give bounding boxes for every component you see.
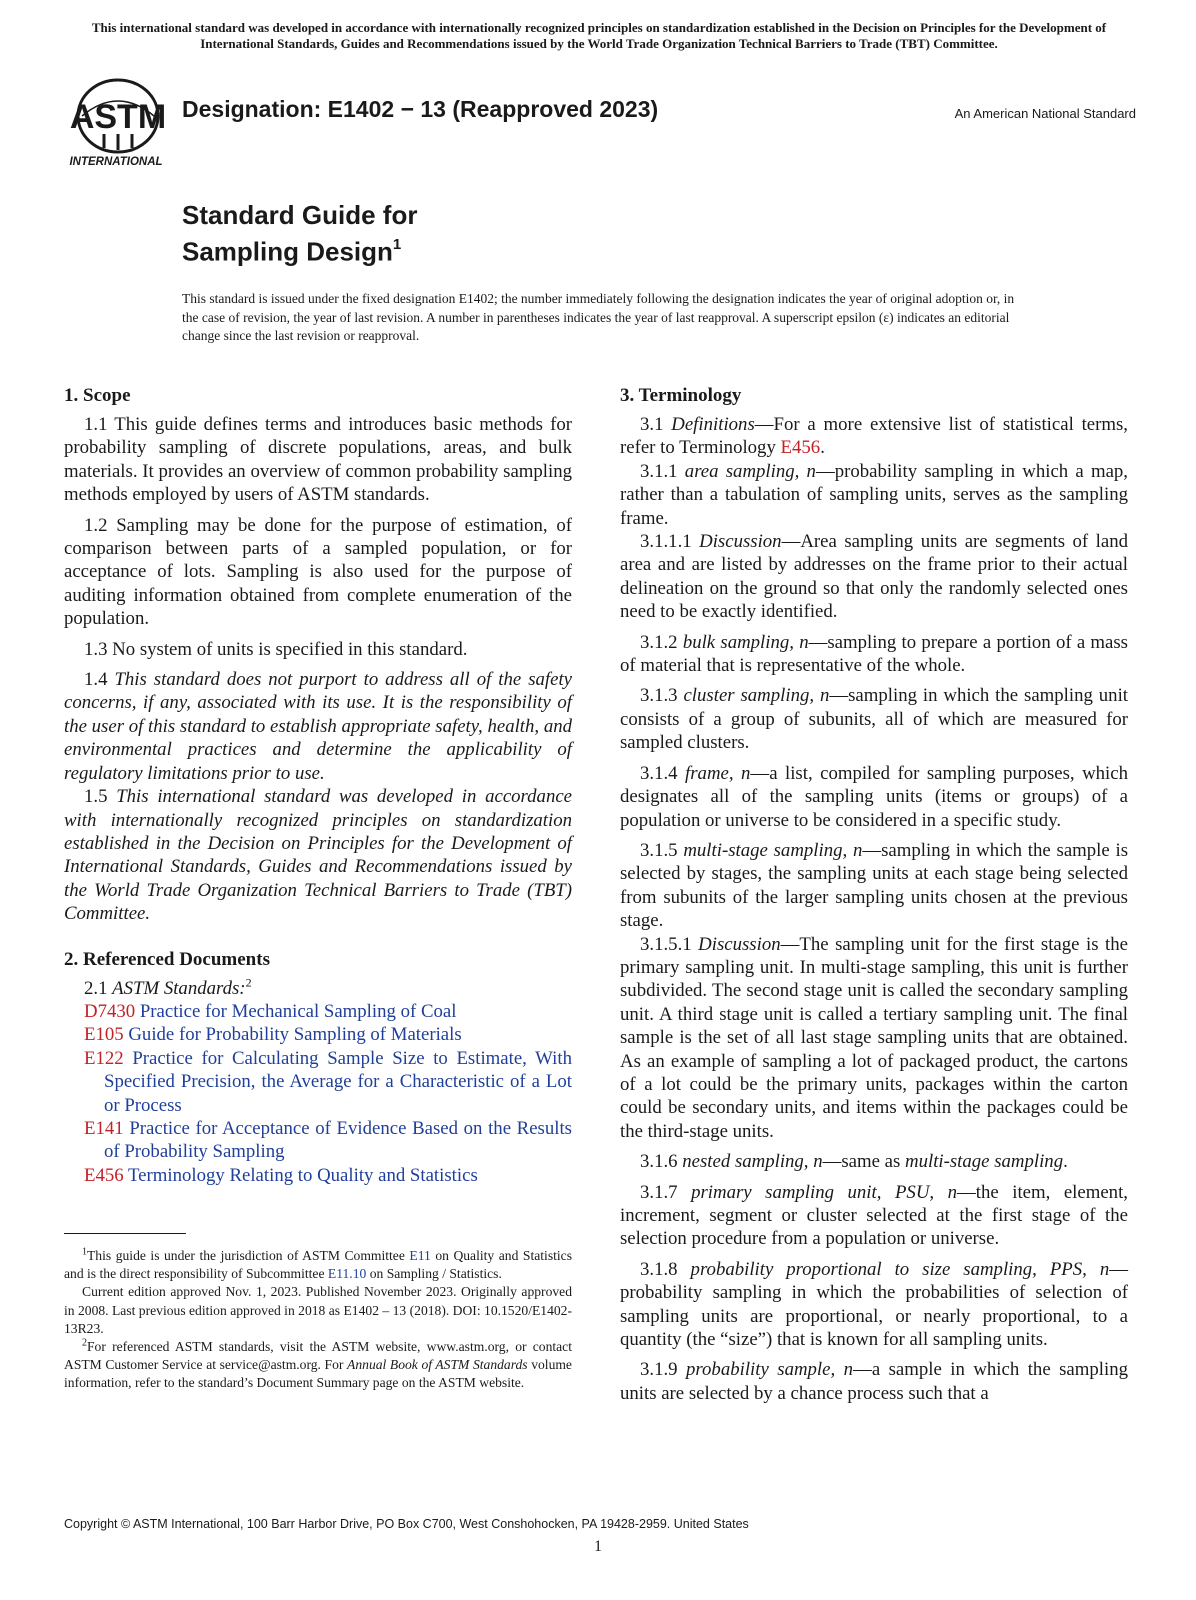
footnote-2 <box>64 1338 572 1393</box>
footnote-2-mark: 2 <box>82 1337 87 1349</box>
footnote-1-text-c: on Sampling / Statistics. <box>366 1266 502 1282</box>
footnote-1-text-b: on Quality and Statistics and is the direct responsibility of Subcommittee <box>64 1248 572 1282</box>
issue-note: This standard is issued under the fixed designation E1402; the number immediately following the designation indicates the year of original adoption or, in the case of revision, the year of last revision. A number in parentheses indicates the year of last reapproval. A superscript epsilon (ε) indicates an editorial change since the last revision or reapproval. <box>182 291 1015 343</box>
definition-text: —a sample in which the sampling units are selected by a chance process such that a <box>620 1359 1128 1404</box>
definition-number: 3.1.2 <box>640 631 683 653</box>
scope-1-5 <box>64 785 572 925</box>
definition-term: Discussion <box>699 531 782 553</box>
reference-item <box>64 1117 572 1164</box>
designation: Designation: E1402 − 13 (Reapproved 2023) <box>182 96 659 122</box>
definition-end: . <box>1063 1151 1068 1173</box>
footnote-1-edition: Current edition approved Nov. 1, 2023. Published November 2023. Originally approved in 2008. Last previous edition approved in 2018 as E1402 – 13 (2018). DOI: 10.1520/E1402-13R23. <box>64 1284 572 1336</box>
reference-item <box>64 1164 572 1187</box>
scope-1-5-text: This international standard was developed in accordance with internationally recognized principles on standardization established in the Decision on Principles for the Development of International Standards, Guides and Recommendations issued by the World Trade Organization Technical Barriers to Trade (TBT) Committee. <box>64 786 573 925</box>
title-footnote-mark: 1 <box>392 236 402 253</box>
definition-text: —the item, element, increment, segment or cluster selected at the first stage of the selection procedure from a population or universe. <box>620 1181 1128 1250</box>
svg-text:INTERNATIONAL: INTERNATIONAL <box>69 156 163 168</box>
scope-1-4 <box>64 668 572 785</box>
reference-code-link[interactable]: D7430 <box>84 1000 136 1022</box>
definition-number: 3.1.3 <box>640 685 684 707</box>
definition-text: —sampling in which the sampling unit consists of a group of subunits, all of which are measured for sampled clusters. <box>620 685 1128 754</box>
definition-number: 3.1.7 <box>640 1181 692 1203</box>
definition-text: —sampling in which the sample is selected by stages, the sampling units at each stage being selected from subunits of the larger sampling units chosen at the previous stage. <box>620 839 1129 932</box>
definition-end: . <box>820 437 825 459</box>
definition-3-1-3 <box>620 684 1128 754</box>
footnote-1-text-a: This guide is under the jurisdiction of ASTM Committee <box>87 1248 410 1263</box>
definition-text: —a list, compiled for sampling purposes, which designates all of the sampling units (items or groups) of a population or universe to be considered in a specific study. <box>620 762 1128 831</box>
definition-3-1-8 <box>620 1258 1128 1352</box>
definition-term: area sampling, n <box>684 460 816 482</box>
definition-term: cluster sampling, n <box>683 685 830 707</box>
right-column <box>620 384 1128 1405</box>
astm-logo <box>66 76 170 168</box>
definition-3-1-2 <box>620 631 1128 678</box>
definition-term: bulk sampling, n <box>682 631 809 653</box>
definition-3-1 <box>620 413 1128 460</box>
reference-item <box>64 1047 572 1117</box>
american-national-standard: An American National Standard <box>954 106 1136 121</box>
footnote-2-text-a: For referenced ASTM standards, visit the ASTM website, www.astm.org, or contact ASTM Customer Service at service@astm.org. For <box>64 1339 572 1373</box>
definition-3-1-5 <box>620 839 1128 933</box>
definition-number: 3.1.6 <box>640 1151 683 1173</box>
title-text: Sampling Design <box>182 236 393 267</box>
definition-3-1-7 <box>620 1181 1128 1251</box>
reference-code-link[interactable]: E122 <box>84 1047 124 1069</box>
reference-title-link[interactable]: Practice for Calculating Sample Size to Estimate, With Specified Precision, the Average for a Characteristic of a Lot or Process <box>104 1047 572 1116</box>
definition-text: —probability sampling in which a map, rather than a tabulation of sampling units, serves as the sampling frame. <box>620 460 1128 529</box>
footnote-1-mark: 1 <box>82 1246 87 1258</box>
top-notice: This international standard was developed in accordance with internationally recognized principles on standardization established in the Decision on Principles for the Development of International Standards, Guides and Recommendations issued by the World Trade Organization Technical Barriers to Trade (TBT) Committee. <box>91 20 1107 51</box>
definition-number: 3.1.9 <box>640 1359 687 1381</box>
subheading-footnote-mark: 2 <box>245 975 252 990</box>
subheading-number: 2.1 <box>84 977 113 999</box>
scope-heading: 1. Scope <box>64 385 131 406</box>
page-number: 1 <box>594 1538 602 1555</box>
definition-number: 3.1 <box>640 414 672 435</box>
title-line-1: Standard Guide for <box>182 200 418 230</box>
definition-text: —same as <box>822 1151 906 1173</box>
scope-1-1: 1.1 This guide defines terms and introduces basic methods for probability sampling of discrete populations, areas, and bulk materials. It provides an overview of common probability sampling methods employed by users of ASTM standards. <box>64 414 572 506</box>
astm-standards-subheading <box>64 977 572 1000</box>
left-column <box>64 384 572 1187</box>
definition-term: nested sampling, n <box>682 1151 823 1173</box>
definition-cross-reference: multi-stage sampling <box>905 1151 1064 1173</box>
reference-item <box>64 1000 572 1023</box>
reference-code-link[interactable]: E105 <box>84 1024 124 1046</box>
definition-text: —Area sampling units are segments of land area and are listed by addresses on the frame prior to their actual delineation on the ground so that only the randomly selected ones need to be exactly identified. <box>620 531 1128 623</box>
definition-term: primary sampling unit, PSU, n <box>691 1181 957 1203</box>
definition-text: —probability sampling in which the probabilities of selection of sampling units are proportional, or nearly proportional, to a quantity (the “size”) that is known for all sampling units. <box>620 1258 1128 1351</box>
definition-number: 3.1.5 <box>640 839 684 861</box>
definition-text: —The sampling unit for the first stage is the primary sampling unit. In multi-stage sampling, this unit is further subdivided. The second stage unit is called the secondary sampling unit. A third stage unit is called a tertiary sampling unit. The final sample is the set of all last stage sampling units that are obtained. As an example of sampling a lot of packaged product, the cartons of a lot could be the primary units, packages within the carton could be secondary units, and items within the packages could be the third-stage units. <box>620 933 1129 1142</box>
definition-number: 3.1.1.1 <box>640 531 700 553</box>
footnote-1 <box>64 1247 572 1283</box>
subcommittee-link[interactable]: E11.10 <box>327 1266 367 1282</box>
definition-3-1-4 <box>620 762 1128 832</box>
scope-1-5-number: 1.5 <box>84 786 117 808</box>
definition-term: frame, n <box>685 762 751 784</box>
definition-number: 3.1.5.1 <box>640 933 699 955</box>
e456-link[interactable]: E456 <box>780 437 821 459</box>
scope-1-4-text: This standard does not purport to address all of the safety concerns, if any, associated with its use. It is the responsibility of the user of this standard to establish appropriate safety, health, and environmental practices and determine the applicability of regulatory limitations prior to use. <box>64 669 573 784</box>
definition-number: 3.1.8 <box>640 1258 691 1280</box>
definition-term: Discussion <box>698 933 781 955</box>
definition-3-1-5-1 <box>620 933 1128 1144</box>
document-title <box>182 200 417 268</box>
subheading-label: ASTM Standards: <box>112 977 246 999</box>
reference-item <box>64 1023 572 1046</box>
footnotes <box>64 1247 572 1393</box>
definition-text: —For a more extensive list of statistical terms, refer to Terminology <box>620 414 1129 459</box>
scope-1-2: 1.2 Sampling may be done for the purpose of estimation, of comparison between parts of a sampled population, or for acceptance of lots. Sampling is also used for the purpose of auditing information obtained from complete enumeration of the population. <box>64 514 572 630</box>
svg-text:ASTM: ASTM <box>69 98 167 136</box>
definition-number: 3.1.1 <box>640 460 685 482</box>
footnote-2-text-b: volume information, refer to the standard’s Document Summary page on the ASTM website. <box>64 1357 572 1391</box>
reference-title-link[interactable]: Guide for Probability Sampling of Materials <box>128 1024 462 1046</box>
reference-title-link[interactable]: Terminology Relating to Quality and Statistics <box>128 1164 478 1186</box>
definition-3-1-1 <box>620 460 1128 530</box>
definition-number: 3.1.4 <box>640 762 686 784</box>
reference-code-link[interactable]: E456 <box>84 1164 124 1186</box>
definition-3-1-9 <box>620 1358 1128 1405</box>
copyright-footer: Copyright © ASTM International, 100 Barr Harbor Drive, PO Box C700, West Conshohocken, PA 19428-2959. United States <box>64 1517 749 1531</box>
committee-link[interactable]: E11 <box>409 1248 431 1263</box>
definition-term: probability sample, n <box>686 1359 854 1381</box>
reference-title-link[interactable]: Practice for Mechanical Sampling of Coal <box>139 1000 457 1022</box>
references-heading: 2. Referenced Documents <box>64 948 270 970</box>
definition-3-1-6 <box>620 1150 1128 1173</box>
footnote-divider <box>64 1233 186 1234</box>
reference-code-link[interactable]: E141 <box>84 1117 124 1139</box>
reference-title-link[interactable]: Practice for Acceptance of Evidence Based on the Results of Probability Sampling <box>104 1117 572 1163</box>
terminology-heading: 3. Terminology <box>620 385 742 406</box>
definition-text: —sampling to prepare a portion of a mass of material that is representative of the whole. <box>620 631 1128 677</box>
title-line-2 <box>182 231 417 268</box>
definition-3-1-1-1 <box>620 530 1128 624</box>
scope-1-3: 1.3 No system of units is specified in this standard. <box>84 638 468 660</box>
footnote-2-italic: Annual Book of ASTM Standards <box>347 1357 528 1373</box>
definition-term: Definitions <box>671 414 755 435</box>
definition-term: multi-stage sampling, n <box>683 839 863 861</box>
definition-term: probability proportional to size sampling, PPS, n <box>690 1258 1110 1280</box>
scope-1-4-number: 1.4 <box>84 669 115 691</box>
